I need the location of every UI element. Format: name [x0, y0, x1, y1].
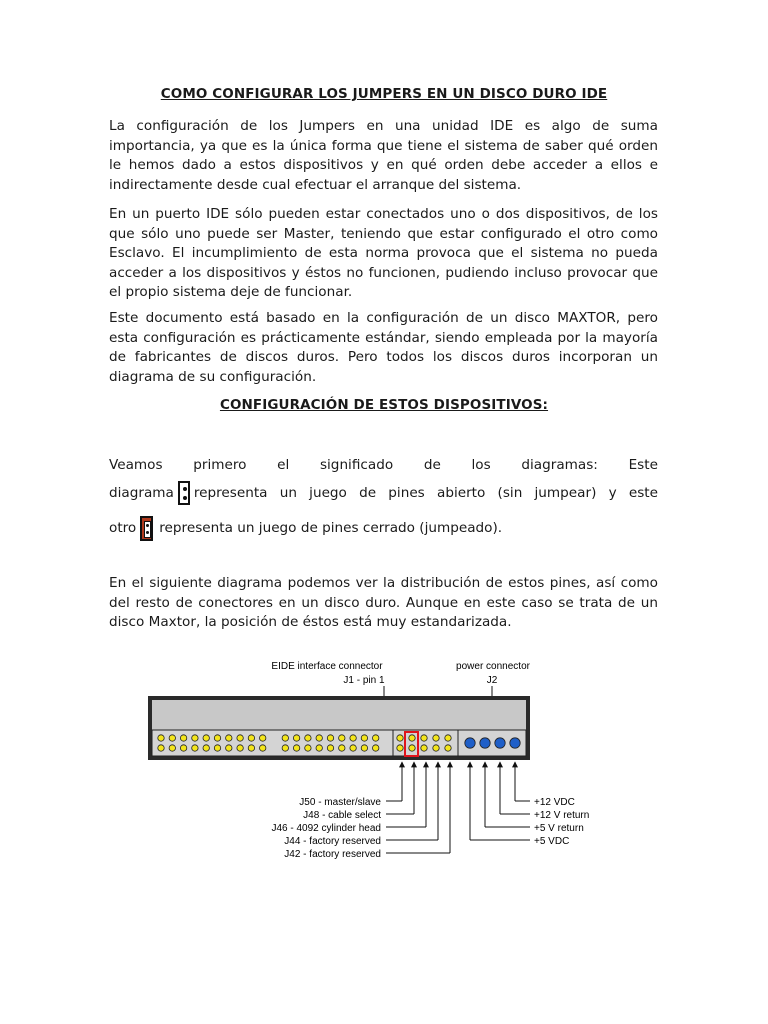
eide-pin — [350, 735, 356, 741]
j46-label: J46 - 4092 cylinder head — [271, 823, 381, 834]
open-jumper-icon — [178, 481, 190, 505]
j50-label: J50 - master/slave — [299, 797, 381, 808]
eide-pin — [350, 745, 356, 751]
eide-pin — [293, 745, 299, 751]
eide-pin — [192, 745, 198, 751]
eide-pin — [237, 745, 243, 751]
eide-pin — [203, 735, 209, 741]
word: significado — [319, 457, 394, 473]
jumper-pin — [421, 735, 427, 741]
paragraph-distribution: En el siguiente diagrama podemos ver la distribución de estos pines, así como del resto de conectores en un disco duro. Aunque en este caso se trata de un disco Maxtor, la posición de éstos está muy estandarizada. — [109, 575, 658, 631]
jumper-pin — [433, 735, 439, 741]
paragraph-ide-port: En un puerto IDE sólo pueden estar conectados uno o dos dispositivos, de los que sólo uno puede ser Master, teniendo que estar configurado el otro como Esclavo. El incumplimiento de esta norma provoca que el sistema no pueda acceder a los dispositivos y éstos no funcionen, pudiendo incluso provocar que el propio sistema deje de funcionar. — [109, 206, 658, 301]
word: Este — [628, 457, 658, 473]
eide-pin — [169, 745, 175, 751]
jumper-pin — [445, 735, 451, 741]
eide-pin — [282, 735, 288, 741]
closed-jumper-icon — [140, 516, 153, 541]
jumper-pin — [421, 745, 427, 751]
eide-pin — [214, 745, 220, 751]
eide-pin — [158, 745, 164, 751]
jumper-pin — [445, 745, 451, 751]
eide-pin — [282, 745, 288, 751]
eide-pin — [361, 745, 367, 751]
eide-pin — [214, 735, 220, 741]
j1-pin1-label: J1 - pin 1 — [343, 675, 385, 686]
eide-pin — [158, 735, 164, 741]
word: diagramas: — [521, 457, 598, 473]
eide-pin — [248, 735, 254, 741]
power-12vreturn-label: +12 V return — [534, 810, 590, 821]
eide-pin — [305, 735, 311, 741]
power-leader-lines — [470, 762, 530, 840]
jumper-leader-lines — [386, 762, 450, 853]
diagram-explain-line1 — [109, 457, 658, 473]
eide-pin — [248, 745, 254, 751]
word: Veamos — [109, 457, 163, 473]
eide-pin — [226, 735, 232, 741]
paragraph-intro: La configuración de los Jumpers en una unidad IDE es algo de suma importancia, ya que es la única forma que tiene el sistema de saber qué orden le hemos dado a estos dispositivos y en qué orden debe acceder a ellos e indirectamente desde cual efectuar el arranque del sistema. — [109, 118, 658, 193]
hard-disk-connector-diagram — [0, 650, 768, 900]
document-title: COMO CONFIGURAR LOS JUMPERS EN UN DISCO DURO IDE — [160, 86, 608, 102]
j44-label: J44 - factory reserved — [284, 836, 381, 847]
eide-pin — [339, 745, 345, 751]
power-connector-label: power connector — [456, 661, 530, 672]
jumper-pin — [433, 745, 439, 751]
power-pin — [510, 738, 520, 748]
word: los — [471, 457, 491, 473]
eide-pin — [361, 735, 367, 741]
diagram-explain-line3 — [109, 513, 658, 543]
eide-pin — [203, 745, 209, 751]
eide-pin — [260, 745, 266, 751]
word: de — [423, 457, 441, 473]
power-12vdc-label: +12 VDC — [534, 797, 575, 808]
section-title: CONFIGURACIÓN DE ESTOS DISPOSITIVOS: — [219, 397, 549, 413]
eide-pin — [293, 735, 299, 741]
power-pin — [480, 738, 490, 748]
power-5vdc-label: +5 VDC — [534, 836, 570, 847]
line2-suffix: representa un juego de pines abierto (sin jumpear) y este — [193, 485, 658, 501]
eide-connector-label: EIDE interface connector — [271, 661, 383, 672]
jumper-pin — [397, 745, 403, 751]
eide-pin — [316, 735, 322, 741]
diagram-explain-line2 — [109, 478, 658, 508]
eide-pin — [316, 745, 322, 751]
power-5vreturn-label: +5 V return — [534, 823, 584, 834]
eide-pin — [305, 745, 311, 751]
j42-label: J42 - factory reserved — [284, 849, 381, 860]
eide-pin — [180, 735, 186, 741]
power-pin — [465, 738, 475, 748]
eide-pin — [327, 745, 333, 751]
eide-pin — [237, 735, 243, 741]
j2-label: J2 — [486, 675, 498, 686]
word: primero — [193, 457, 247, 473]
word: el — [277, 457, 290, 473]
jumper-pin — [409, 735, 415, 741]
line2-prefix: diagrama — [109, 485, 174, 501]
eide-pin — [180, 745, 186, 751]
eide-pin — [260, 735, 266, 741]
jumper-pin — [397, 735, 403, 741]
paragraph-maxtor: Este documento está basado en la configuración de un disco MAXTOR, pero esta configuración es prácticamente estándar, siendo empleada por la mayoría de fabricantes de discos duros. Pero todos los discos duros incorporan un diagrama de su configuración. — [109, 310, 658, 385]
eide-pin — [373, 745, 379, 751]
power-pin — [495, 738, 505, 748]
eide-pin — [339, 735, 345, 741]
line3-prefix: otro — [109, 520, 137, 536]
eide-pin — [226, 745, 232, 751]
jumper-pin — [409, 745, 415, 751]
eide-pin — [327, 735, 333, 741]
eide-pin — [169, 735, 175, 741]
eide-pin — [373, 735, 379, 741]
line3-suffix: representa un juego de pines cerrado (jumpeado). — [159, 520, 503, 536]
eide-pin — [192, 735, 198, 741]
j48-label: J48 - cable select — [303, 810, 381, 821]
